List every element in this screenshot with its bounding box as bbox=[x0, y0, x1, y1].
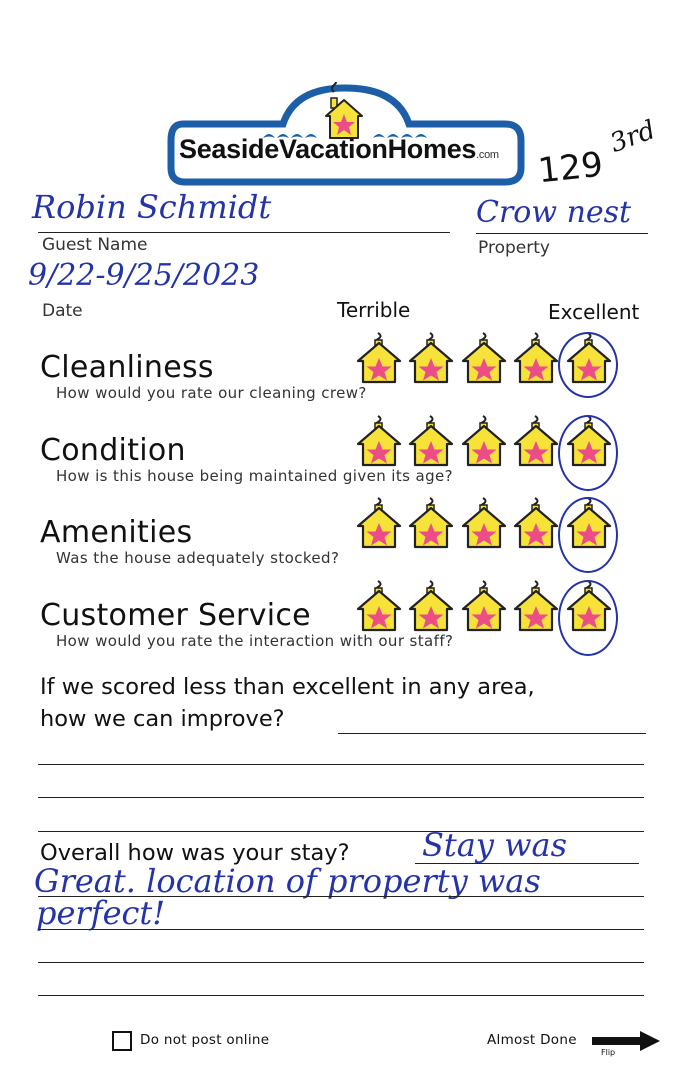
improve-question-line1: If we scored less than excellent in any area, bbox=[40, 674, 535, 700]
overall-answer-part3[interactable]: perfect! bbox=[36, 894, 166, 932]
flip-label: Flip bbox=[601, 1048, 616, 1057]
scale-high-label: Excellent bbox=[548, 300, 640, 324]
rating-house-icon[interactable] bbox=[513, 497, 559, 549]
rating-house-icon[interactable] bbox=[408, 580, 454, 632]
improve-question-line2: how we can improve? bbox=[40, 706, 285, 732]
guest-name-label: Guest Name bbox=[42, 235, 148, 255]
handwritten-number: 129 bbox=[536, 144, 605, 192]
overall-answer-line-3[interactable] bbox=[38, 929, 644, 930]
selected-rating-circle bbox=[558, 415, 618, 491]
property-label: Property bbox=[478, 238, 550, 258]
handwritten-suffix: 3rd bbox=[606, 115, 660, 159]
guest-name-value[interactable]: Robin Schmidt bbox=[32, 188, 272, 226]
rating-title: Condition bbox=[40, 433, 186, 468]
rating-question: How would you rate the interaction with our staff? bbox=[56, 632, 454, 650]
rating-house-icon[interactable] bbox=[356, 332, 402, 384]
rating-question: How would you rate our cleaning crew? bbox=[56, 384, 367, 402]
rating-house-icon[interactable] bbox=[513, 580, 559, 632]
brand-logo bbox=[165, 82, 530, 187]
rating-house-icon[interactable] bbox=[408, 497, 454, 549]
brand-name: SeasideVacationHomes bbox=[179, 134, 477, 164]
rating-title: Amenities bbox=[40, 515, 193, 550]
selected-rating-circle bbox=[558, 580, 618, 656]
property-value[interactable]: Crow nest bbox=[476, 195, 632, 230]
improve-answer-line-2[interactable] bbox=[38, 764, 644, 765]
improve-answer-line-3[interactable] bbox=[38, 797, 644, 798]
rating-house-icon[interactable] bbox=[356, 415, 402, 467]
brand-suffix: .com bbox=[476, 149, 499, 161]
rating-house-icon[interactable] bbox=[461, 332, 507, 384]
property-line bbox=[476, 233, 648, 234]
overall-answer-line-4[interactable] bbox=[38, 962, 644, 963]
guest-name-line bbox=[38, 232, 450, 233]
rating-title: Customer Service bbox=[40, 598, 311, 633]
date-label: Date bbox=[42, 301, 83, 321]
scale-low-label: Terrible bbox=[337, 298, 411, 322]
rating-house-icon[interactable] bbox=[461, 580, 507, 632]
overall-answer-part1[interactable]: Stay was bbox=[422, 826, 567, 864]
rating-question: Was the house adequately stocked? bbox=[56, 549, 340, 567]
rating-house-icon[interactable] bbox=[461, 497, 507, 549]
rating-house-icon[interactable] bbox=[356, 580, 402, 632]
rating-title: Cleanliness bbox=[40, 350, 214, 385]
overall-answer-line-5[interactable] bbox=[38, 995, 644, 996]
rating-house-icon[interactable] bbox=[408, 415, 454, 467]
rating-house-icon[interactable] bbox=[408, 332, 454, 384]
rating-house-icon[interactable] bbox=[513, 415, 559, 467]
selected-rating-circle bbox=[558, 497, 618, 573]
do-not-post-checkbox[interactable] bbox=[112, 1031, 132, 1051]
selected-rating-circle bbox=[558, 332, 618, 398]
do-not-post-label: Do not post online bbox=[140, 1032, 270, 1048]
overall-answer-part2[interactable]: Great. location of property was bbox=[34, 862, 541, 900]
overall-question: Overall how was your stay? bbox=[40, 840, 350, 866]
rating-question: How is this house being maintained given its age? bbox=[56, 467, 454, 485]
improve-answer-line-1[interactable] bbox=[338, 733, 646, 734]
rating-house-icon[interactable] bbox=[461, 415, 507, 467]
rating-house-icon[interactable] bbox=[356, 497, 402, 549]
rating-house-icon[interactable] bbox=[513, 332, 559, 384]
almost-done-label: Almost Done bbox=[487, 1032, 577, 1048]
date-value[interactable]: 9/22-9/25/2023 bbox=[28, 258, 260, 293]
